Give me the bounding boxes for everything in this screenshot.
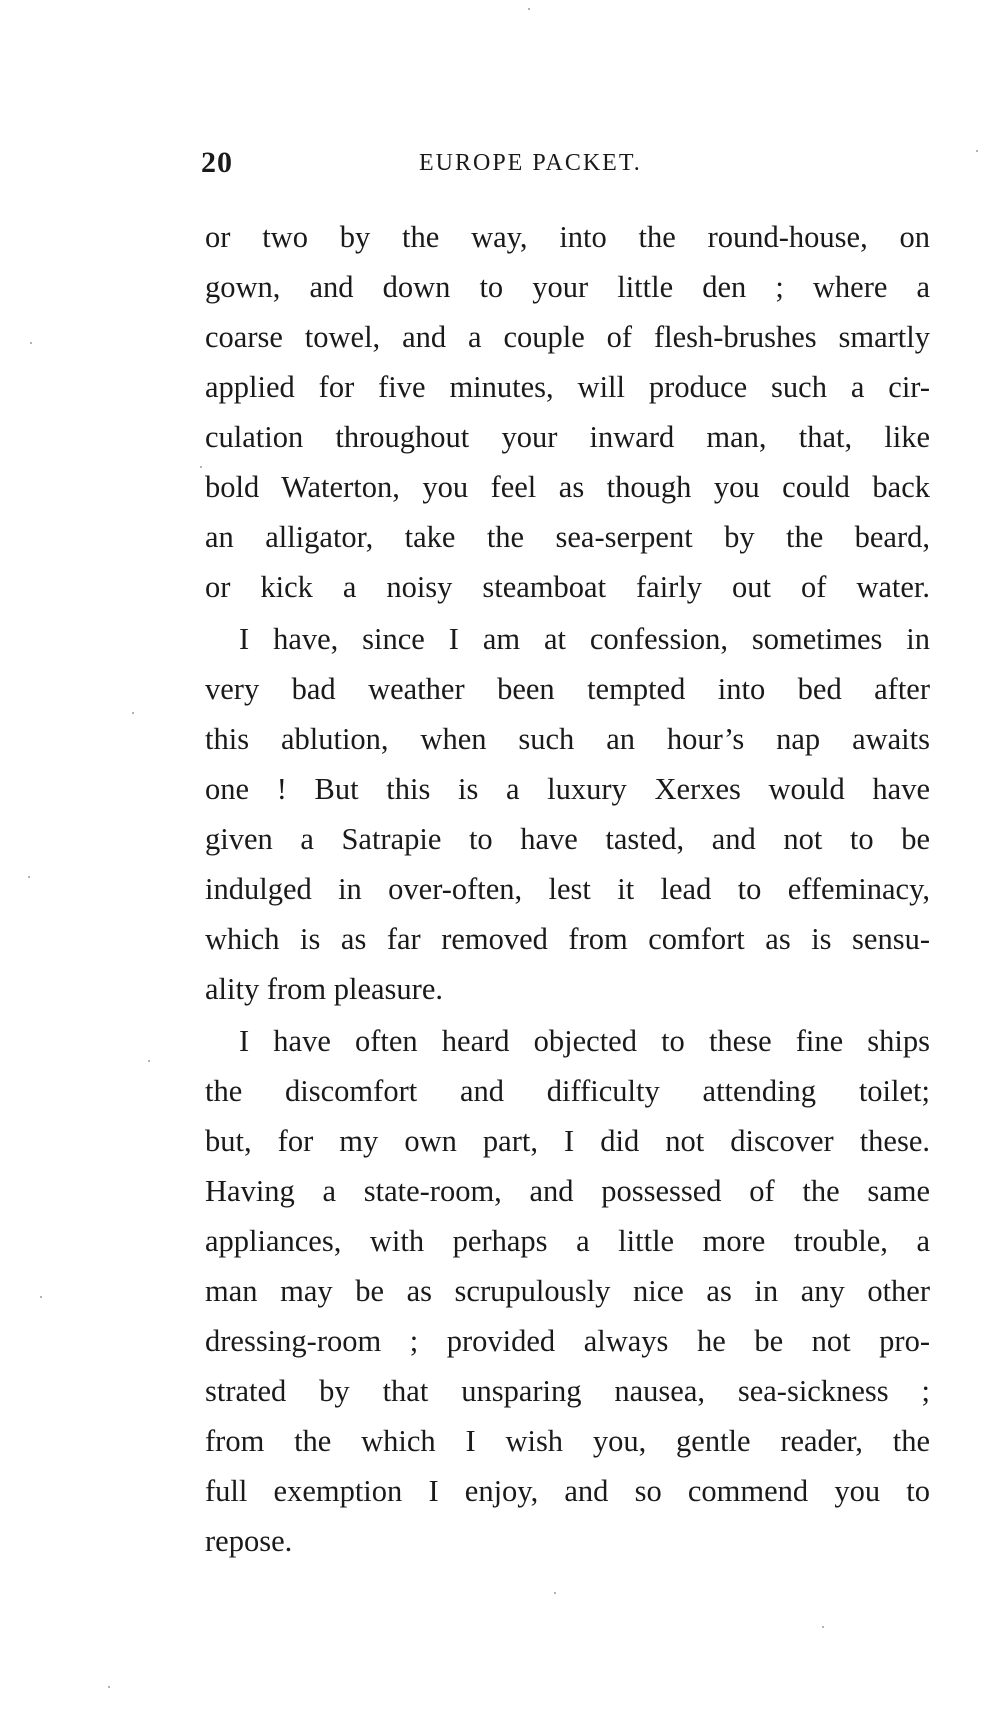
text-line: ality from pleasure. (205, 972, 443, 1006)
paper-speck (554, 1592, 556, 1594)
text-line: one ! But this is a luxury Xerxes would have (205, 772, 930, 806)
text-line: given a Satrapie to have tasted, and not to be (205, 822, 930, 856)
paper-speck (28, 876, 30, 878)
text-line: which is as far removed from comfort as is sensu- (205, 922, 930, 956)
text-line: dressing-room ; provided always he be not pro- (205, 1324, 930, 1358)
text-line: man may be as scrupulously nice as in any other (205, 1274, 930, 1308)
text-line: gown, and down to your little den ; where a (205, 270, 930, 304)
text-line: or two by the way, into the round-house, on (205, 220, 930, 254)
text-line: bold Waterton, you feel as though you could back (205, 470, 930, 504)
text-line: indulged in over-often, lest it lead to effeminacy, (205, 872, 930, 906)
paper-speck (40, 1296, 42, 1298)
text-line: Having a state-room, and possessed of the same (205, 1174, 930, 1208)
text-line: repose. (205, 1524, 293, 1558)
paper-speck (822, 1626, 824, 1628)
text-line: or kick a noisy steamboat fairly out of water. (205, 570, 930, 604)
text-line: very bad weather been tempted into bed after (205, 672, 930, 706)
page-number: 20 (201, 146, 233, 179)
paper-speck (132, 712, 134, 714)
text-line: I have, since I am at confession, sometimes in (239, 622, 930, 656)
text-line: full exemption I enjoy, and so commend you to (205, 1474, 930, 1508)
text-line: from the which I wish you, gentle reader, the (205, 1424, 930, 1458)
page-header (201, 146, 936, 186)
paper-speck (528, 8, 530, 10)
running-title: EUROPE PACKET. (419, 150, 642, 176)
paper-speck (148, 1060, 150, 1062)
paragraph-2 (205, 614, 930, 1014)
text-line: strated by that unsparing nausea, sea-sickness ; (205, 1374, 930, 1408)
text-line: I have often heard objected to these fine ships (239, 1024, 930, 1058)
body-text (205, 212, 930, 1566)
text-line: culation throughout your inward man, that, like (205, 420, 930, 454)
text-line: appliances, with perhaps a little more trouble, a (205, 1224, 930, 1258)
text-line: coarse towel, and a couple of flesh-brushes smartly (205, 320, 930, 354)
text-line: the discomfort and difficulty attending toilet; (205, 1074, 930, 1108)
paragraph-1 (205, 212, 930, 612)
paper-speck (108, 1686, 110, 1688)
text-line: this ablution, when such an hour’s nap awaits (205, 722, 930, 756)
paper-speck (200, 466, 202, 468)
text-line: but, for my own part, I did not discover these. (205, 1124, 930, 1158)
text-line: applied for five minutes, will produce such a cir- (205, 370, 930, 404)
paper-speck (976, 150, 978, 152)
text-line: an alligator, take the sea-serpent by the beard, (205, 520, 930, 554)
paragraph-3 (205, 1016, 930, 1566)
paper-speck (30, 342, 32, 344)
